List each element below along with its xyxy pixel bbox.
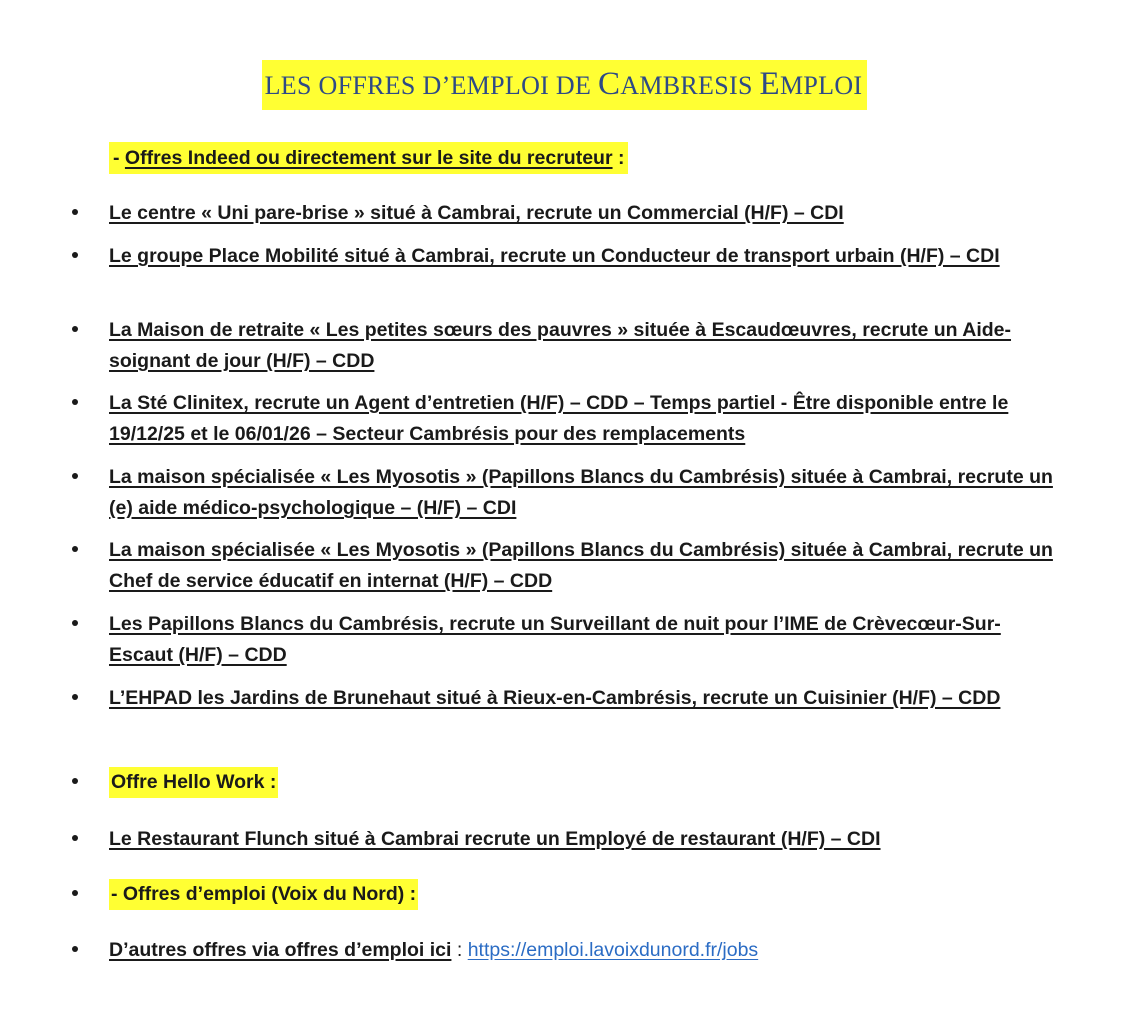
job-offer-link[interactable]: Les Papillons Blancs du Cambrésis, recrute un Surveillant de nuit pour l’IME de Crèvecœur-Sur-Escaut (H/F) – CDD bbox=[109, 613, 1001, 666]
list-item[interactable] bbox=[109, 388, 1059, 450]
title-part-3: MPLOI bbox=[780, 71, 863, 100]
page-title bbox=[262, 60, 868, 110]
bullet-icon bbox=[72, 399, 78, 405]
list-item[interactable] bbox=[109, 609, 1059, 671]
job-offer-link[interactable]: La Maison de retraite « Les petites sœurs des pauvres » située à Escaudœuvres, recrute un Aide-soignant de jour (H/F) – CDD bbox=[109, 319, 1012, 372]
bullet-icon bbox=[72, 694, 78, 700]
subheading-suffix: : bbox=[612, 147, 625, 169]
list-item[interactable] bbox=[109, 241, 1059, 272]
list-item bbox=[109, 879, 1059, 910]
subheading-prefix: - bbox=[113, 147, 125, 169]
bullet-icon bbox=[72, 546, 78, 552]
title-cap-2: E bbox=[759, 66, 780, 102]
bullet-icon bbox=[72, 778, 78, 784]
section-heading-indeed bbox=[109, 142, 628, 174]
other-offers-text[interactable]: D’autres offres via offres d’emploi ici bbox=[109, 939, 452, 961]
job-offer-link[interactable]: Le Restaurant Flunch situé à Cambrai recrute un Employé de restaurant (H/F) – CDI bbox=[109, 828, 881, 850]
bullet-icon bbox=[72, 835, 78, 841]
bullet-icon bbox=[72, 252, 78, 258]
separator: : bbox=[451, 939, 468, 961]
list-item bbox=[109, 935, 1059, 966]
list-item[interactable] bbox=[109, 315, 1059, 377]
section-heading-voix-du-nord: - Offres d’emploi (Voix du Nord) : bbox=[109, 879, 418, 910]
job-offer-link[interactable]: La maison spécialisée « Les Myosotis » (Papillons Blancs du Cambrésis) située à Cambrai, recrute un Chef de service éducatif en internat (H/F) – CDD bbox=[109, 539, 1053, 592]
bullet-icon bbox=[72, 209, 78, 215]
list-item[interactable] bbox=[109, 824, 1059, 855]
bullet-icon bbox=[72, 326, 78, 332]
title-part-2: AMBRESIS bbox=[620, 71, 760, 100]
job-offer-link[interactable]: La maison spécialisée « Les Myosotis » (Papillons Blancs du Cambrésis) située à Cambrai, recrute un (e) aide médico-psychologique – (H/F) – CDI bbox=[109, 466, 1053, 519]
list-item[interactable] bbox=[109, 198, 1059, 229]
job-offer-link[interactable]: Le groupe Place Mobilité situé à Cambrai, recrute un Conducteur de transport urbain (H/F) – CDI bbox=[109, 245, 1000, 267]
job-offer-link[interactable]: La Sté Clinitex, recrute un Agent d’entretien (H/F) – CDD – Temps partiel - Être disponible entre le 19/12/25 et le 06/01/26 – Secteur Cambrésis pour des remplacements bbox=[109, 392, 1009, 445]
list-item bbox=[109, 767, 1059, 798]
title-wrap bbox=[0, 60, 1129, 110]
list-item[interactable] bbox=[109, 683, 1059, 714]
bullet-icon bbox=[72, 473, 78, 479]
section-heading-hello-work: Offre Hello Work : bbox=[109, 767, 278, 798]
list-item[interactable] bbox=[109, 462, 1059, 524]
title-part-1: LES OFFRES D’EMPLOI DE bbox=[264, 71, 598, 100]
job-offer-link[interactable]: L’EHPAD les Jardins de Brunehaut situé à Rieux-en-Cambrésis, recrute un Cuisinier (H/F) – CDD bbox=[109, 687, 1001, 709]
subheading-text: Offres Indeed ou directement sur le site du recruteur bbox=[124, 147, 613, 169]
job-offer-link[interactable]: Le centre « Uni pare-brise » situé à Cambrai, recrute un Commercial (H/F) – CDI bbox=[109, 202, 844, 224]
bullet-icon bbox=[72, 890, 78, 896]
voix-du-nord-link[interactable]: https://emploi.lavoixdunord.fr/jobs bbox=[467, 939, 759, 961]
bullet-icon bbox=[72, 946, 78, 952]
list-item[interactable] bbox=[109, 535, 1059, 597]
title-cap-1: C bbox=[597, 66, 621, 102]
bullet-icon bbox=[72, 620, 78, 626]
